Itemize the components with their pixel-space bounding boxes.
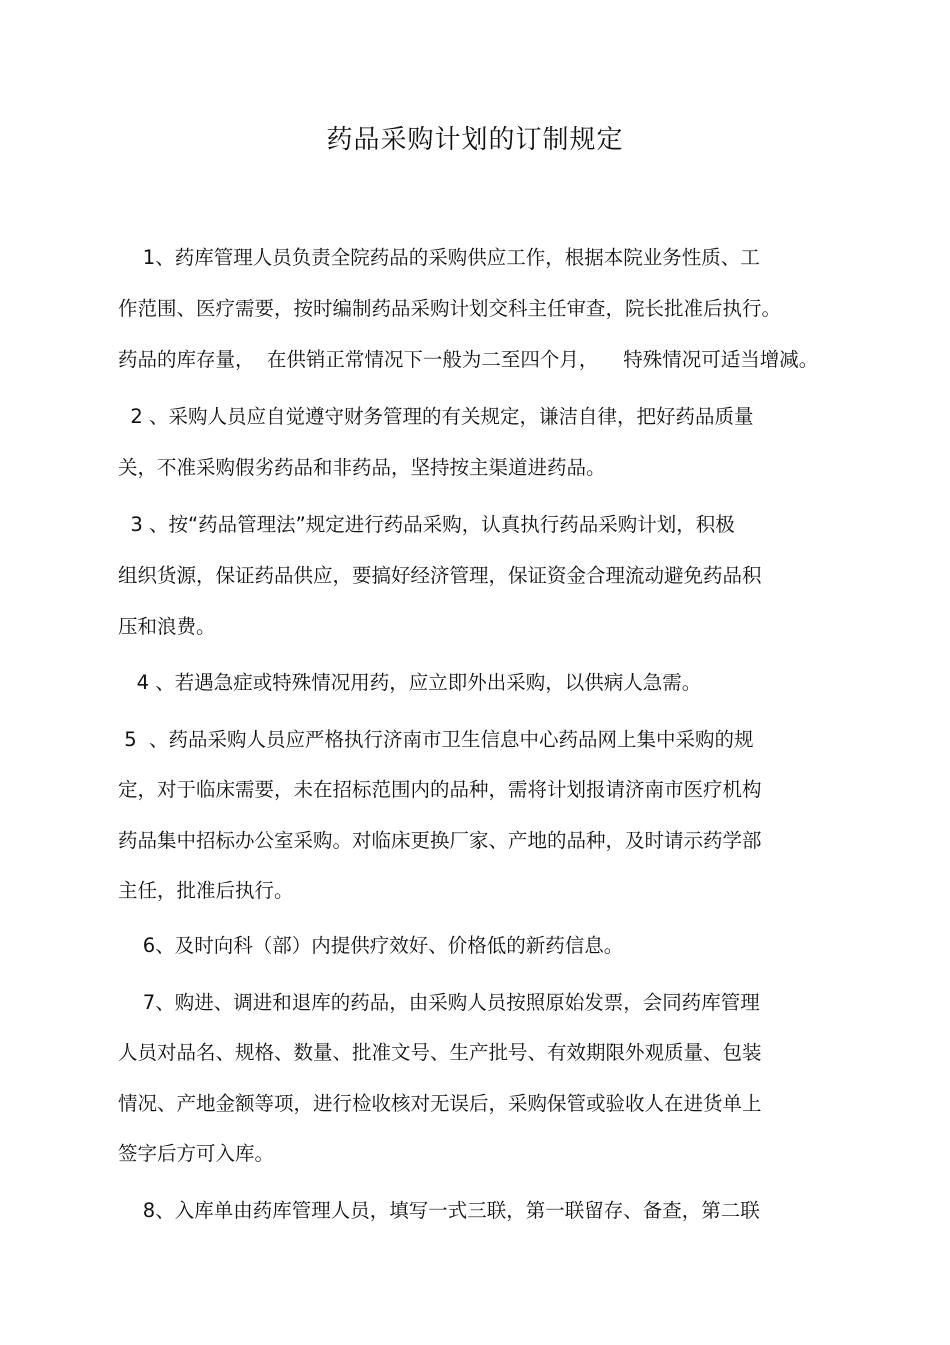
paragraph-line: 签字后方可入库。 [118,1142,275,1165]
paragraph-line: 7、购进、调进和退库的药品，由采购人员按照原始发票，会同药库管理 [118,991,760,1014]
paragraph-line: 关，不准采购假劣药品和非药品，坚持按主渠道进药品。 [118,456,606,479]
paragraph-line: 4 、若遇急症或特殊情况用药，应立即外出采购，以供病人急需。 [118,671,702,694]
paragraph-line: 压和浪费。 [118,615,216,638]
paragraph-line: 组织货源，保证药品供应，要搞好经济管理，保证资金合理流动避免药品积 [118,564,762,587]
paragraph-line: 药品集中招标办公室采购。对临床更换厂家、产地的品种，及时请示药学部 [118,829,762,852]
paragraph-line: 5 、药品采购人员应严格执行济南市卫生信息中心药品网上集中采购的规 [118,728,754,751]
paragraph-line: 药品的库存量， 在供销正常情况下一般为二至四个月， 特殊情况可适当增减。 [118,348,819,371]
paragraph-line: 3 、按“药品管理法”规定进行药品采购，认真执行药品采购计划，积极 [118,513,735,536]
paragraph-line: 情况、产地金额等项，进行检收核对无误后，采购保管或验收人在进货单上 [118,1092,762,1115]
paragraph-line: 作范围、医疗需要，按时编制药品采购计划交科主任审查，院长批准后执行。 [118,297,782,320]
paragraph-line: 主任，批准后执行。 [118,879,294,902]
paragraph-line: 6、及时向科（部）内提供疗效好、价格低的新药信息。 [118,934,624,957]
paragraph-line: 定，对于临床需要，未在招标范围内的品种，需将计划报请济南市医疗机构 [118,778,762,801]
paragraph-line: 1、药库管理人员负责全院药品的采购供应工作，根据本院业务性质、工 [118,246,760,269]
document-title: 药品采购计划的订制规定 [326,125,624,155]
paragraph-line: 人员对品名、规格、数量、批准文号、生产批号、有效期限外观质量、包装 [118,1041,762,1064]
paragraph-line: 2 、采购人员应自觉遵守财务管理的有关规定，谦洁自律，把好药品质量 [118,405,754,428]
paragraph-line: 8、入库单由药库管理人员，填写一式三联，第一联留存、备查，第二联 [118,1199,760,1222]
